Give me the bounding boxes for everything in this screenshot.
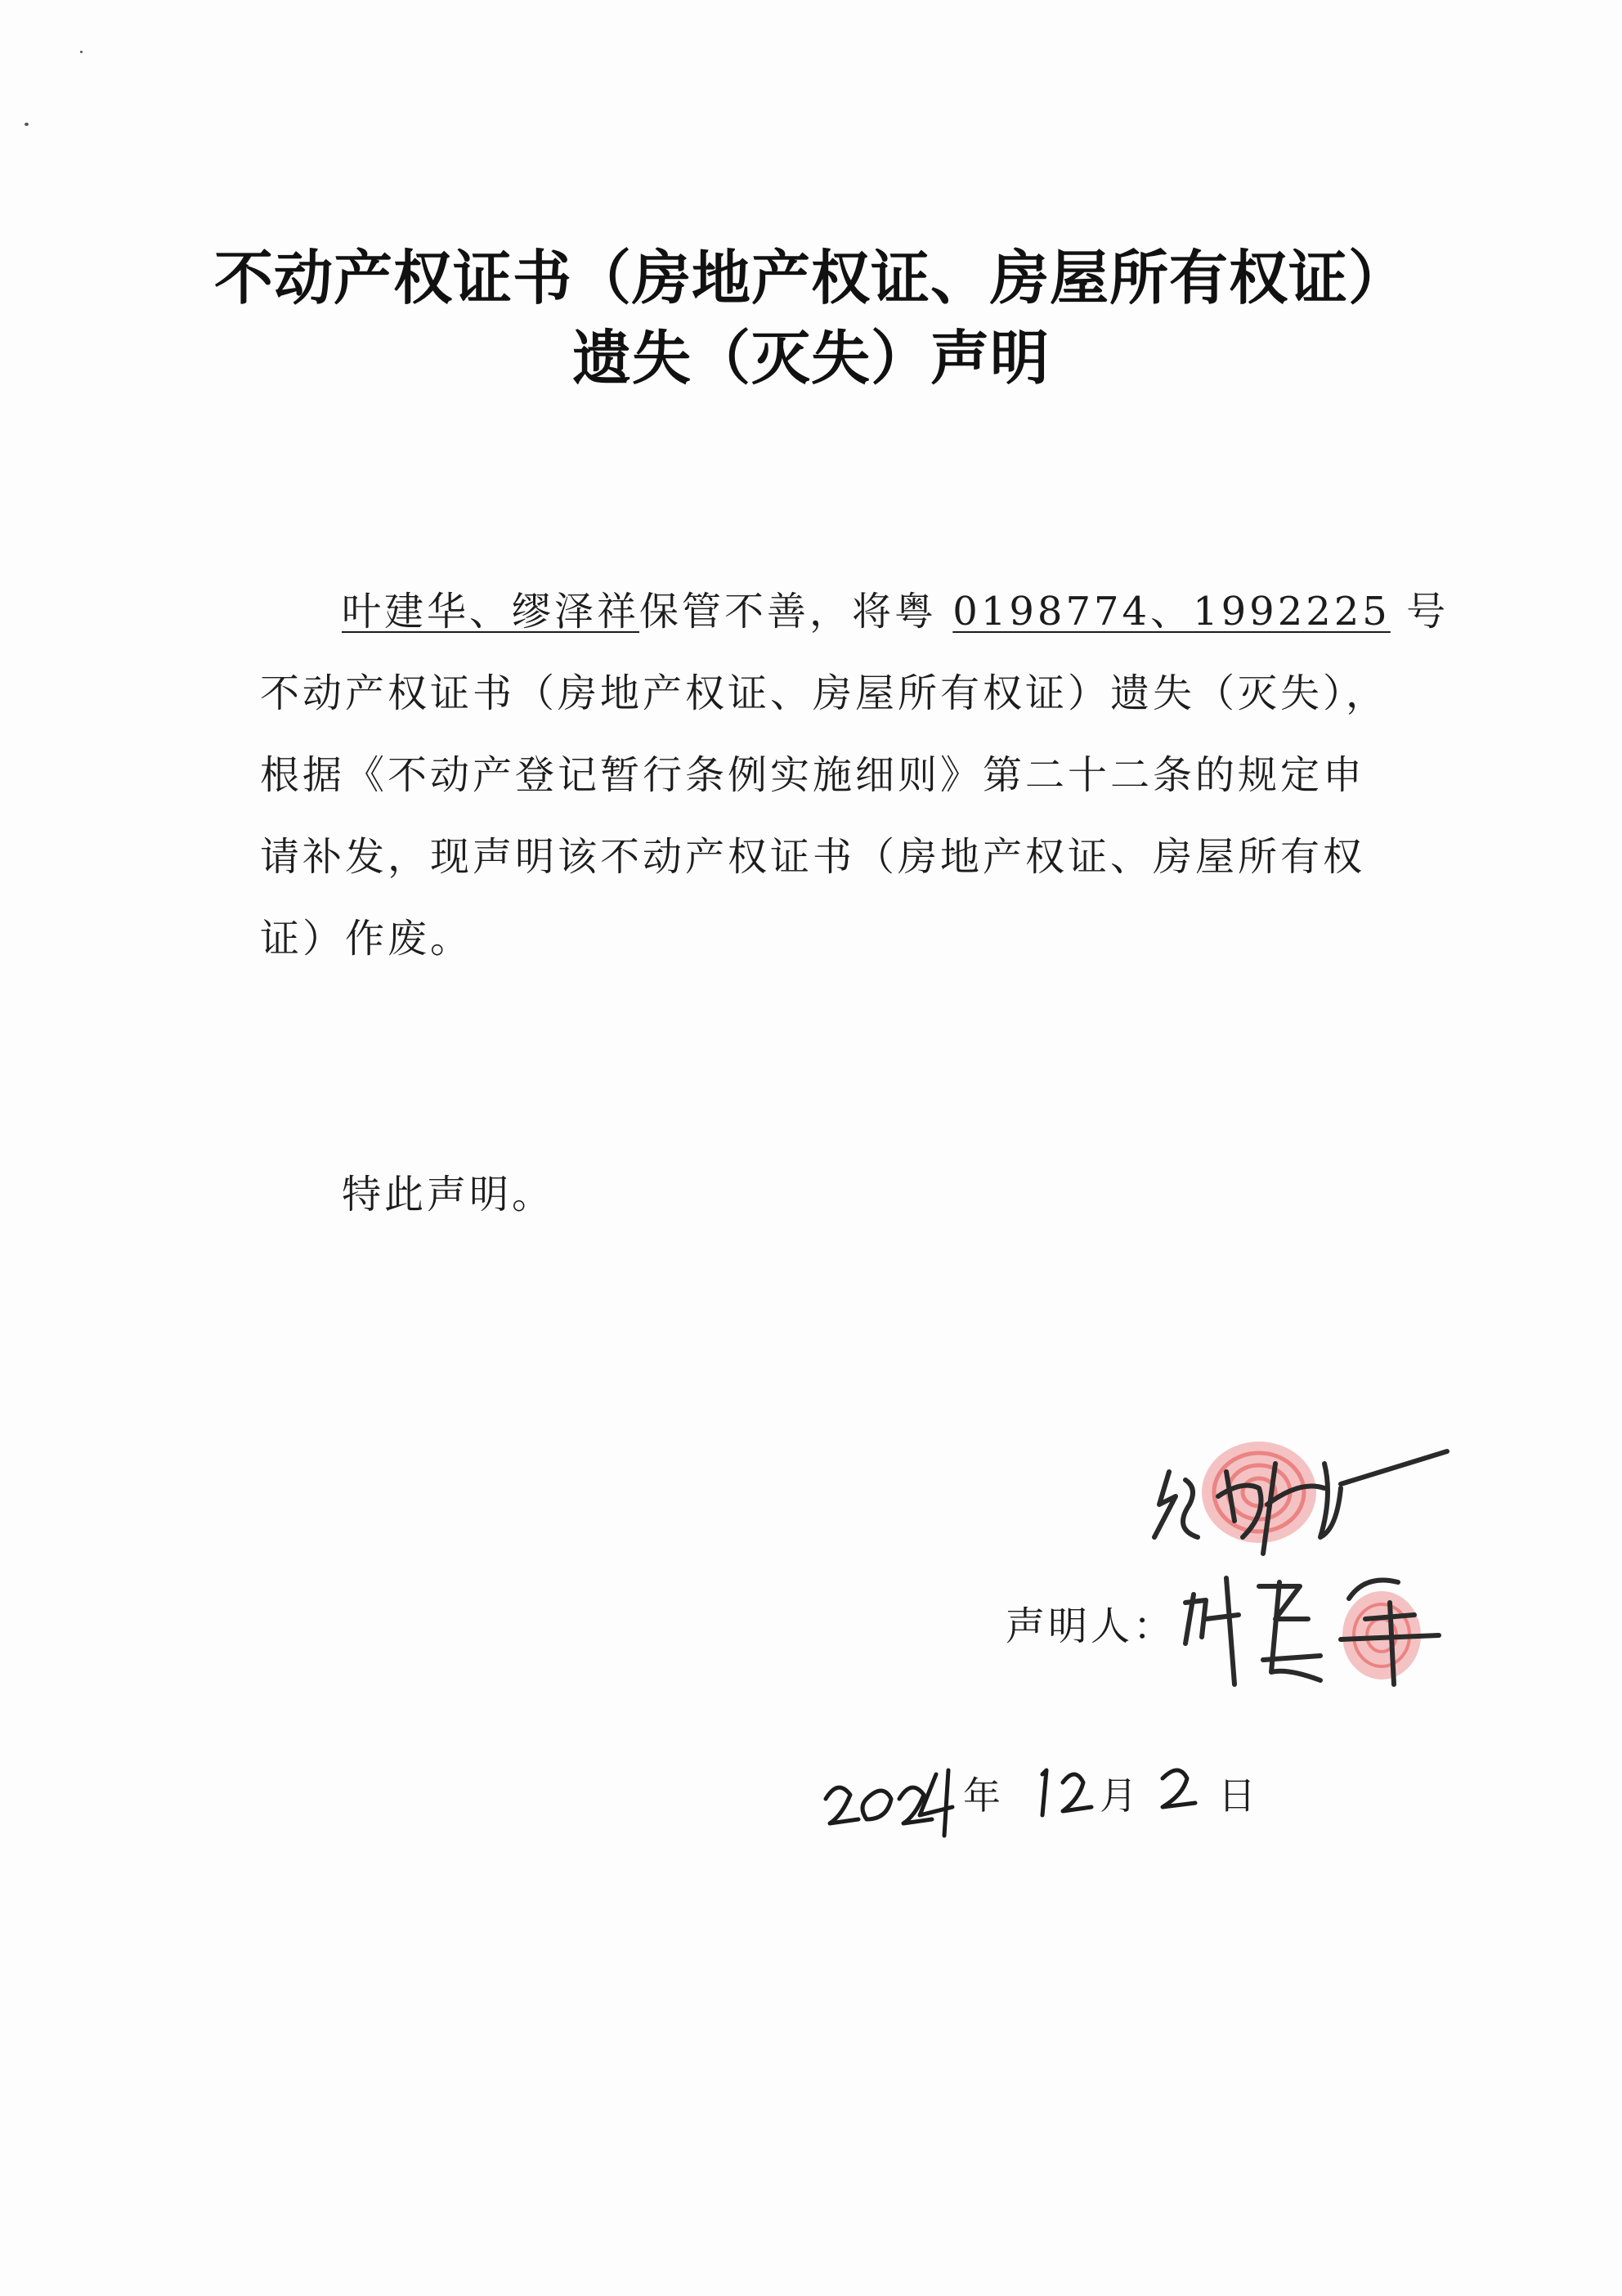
body-line1-mid: 保管不善，将粤 xyxy=(639,589,938,635)
body-line-5: 证）作废。 xyxy=(260,916,473,962)
closing-statement: 特此声明。 xyxy=(342,1172,555,1218)
document-title-line1: 不动产权证书（房地产权证、房屋所有权证） xyxy=(213,244,1408,312)
signing-date xyxy=(818,1742,1308,1840)
scan-speck xyxy=(80,51,83,53)
statement-body xyxy=(260,571,1449,980)
certificate-numbers: 0198774、1992225 xyxy=(952,589,1391,635)
body-line-2: 不动产权证书（房地产权证、房屋所有权证）遗失（灭失）， xyxy=(260,670,1389,716)
handwritten-day xyxy=(1154,1762,1203,1819)
body-line-1 xyxy=(260,571,1449,652)
signature-and-seal xyxy=(981,1415,1488,1725)
document-title-line2: 遗失（灭失）声明 xyxy=(571,324,1050,392)
handwritten-month xyxy=(1034,1758,1100,1823)
handwritten-year xyxy=(818,1742,965,1840)
body-line1-end: 号 xyxy=(1406,589,1449,635)
date-day-char: 日 xyxy=(1218,1774,1256,1818)
declarant-label: 声明人： xyxy=(1006,1603,1176,1649)
owner-names: 叶建华、缪泽祥 xyxy=(342,589,640,635)
body-line-4: 请补发，现声明该不动产权证书（房地产权证、房屋所有权 xyxy=(260,834,1366,880)
date-month-char: 月 xyxy=(1100,1774,1137,1818)
scan-speck xyxy=(25,123,29,126)
date-year-char: 年 xyxy=(963,1774,1001,1818)
body-line-3: 根据《不动产登记暂行条例实施细则》第二十二条的规定申 xyxy=(260,752,1366,798)
